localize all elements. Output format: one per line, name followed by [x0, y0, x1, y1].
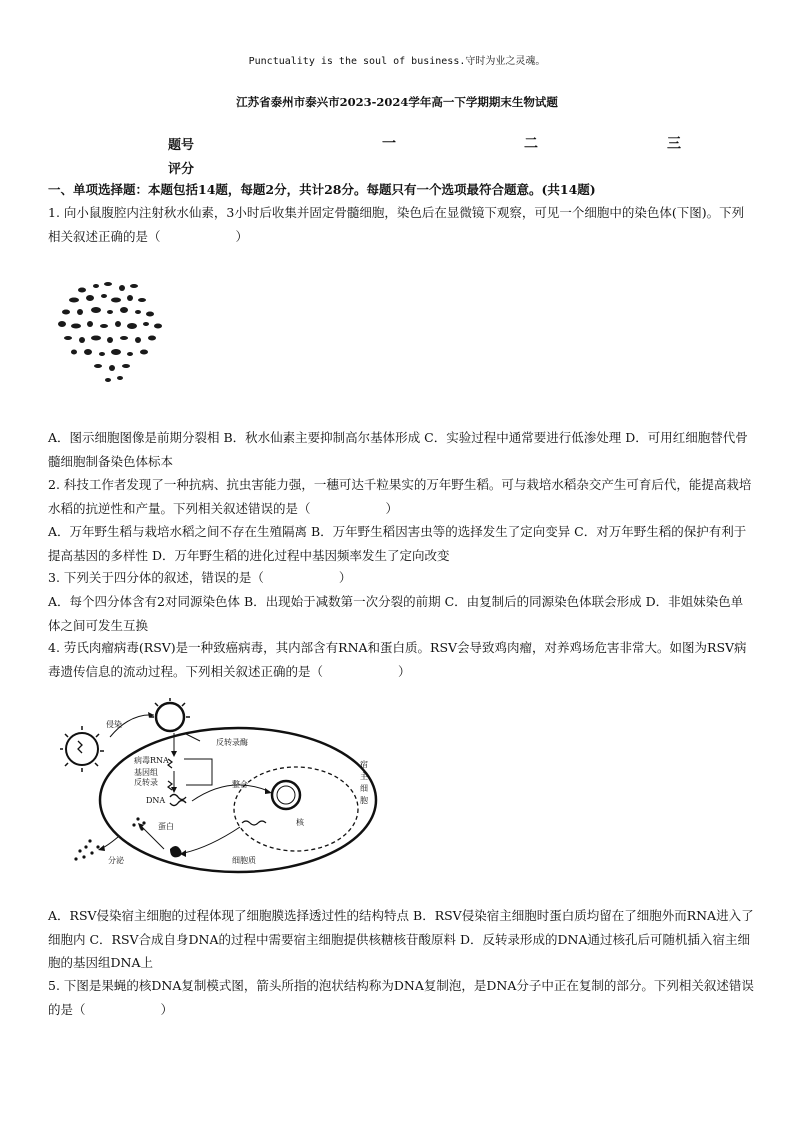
label-secrete: 分泌: [108, 856, 124, 865]
score-col-1: 一: [382, 136, 396, 152]
question-2-options: [48, 520, 754, 567]
label-host-2: 主: [360, 772, 368, 781]
question-3-stem: [48, 566, 754, 590]
label-cytoplasm: 细胞质: [232, 856, 256, 865]
label-integrate: 整合: [232, 780, 248, 789]
question-3-options: [48, 590, 754, 637]
question-4-options: [48, 904, 754, 975]
question-5-stem: [48, 974, 754, 1021]
question-text: 1. 向小鼠腹腔内注射秋水仙素，3小时后收集并固定骨髓细胞，染色后在显微镜下观察，可见一个细胞中的染色体(下图)。下列相关叙述正确的是（ ）: [48, 205, 745, 244]
question-2-stem: [48, 473, 754, 520]
label-host-4: 胞: [360, 796, 368, 805]
section-heading: 一、单项选择题：本题包括14题，每题2分，共计28分。每题只有一个选项最符合题意。(共14题): [48, 182, 596, 197]
label-rt-enzyme: 反转录酶: [216, 738, 248, 747]
question-4-stem: [48, 636, 754, 683]
label-infect: 侵染: [106, 720, 122, 729]
question-options: A．每个四分体含有2对同源染色体 B．出现始于减数第一次分裂的前期 C．由复制后的同源染色体联会形成 D．非姐妹染色单体之间可发生互换: [48, 594, 744, 633]
label-reverse: 反转录: [134, 778, 158, 787]
question-1-options: [48, 426, 754, 473]
score-row-label-score: 评分: [168, 162, 195, 177]
question-options: A．RSV侵染宿主细胞的过程体现了细胞膜选择透过性的结构特点 B．RSV侵染宿主细胞时蛋白质均留在了细胞外而RNA进入了细胞内 C．RSV合成自身DNA的过程中需要宿主细胞提供核糖核苷酸原料 D．反转录形成的DNA通过核孔后可随机插入宿主细胞的基因组DNA上: [48, 908, 754, 970]
label-genome: 基因组: [134, 768, 158, 777]
question-1-stem: [48, 201, 754, 248]
rsv-life-cycle-figure: [60, 697, 380, 882]
score-col-3: 三: [667, 136, 681, 152]
question-options: A．万年野生稻与栽培水稻之间不存在生殖隔离 B．万年野生稻因害虫等的选择发生了定向变异 C．对万年野生稻的保护有利于提高基因的多样性 D．万年野生稻的进化过程中基因频率发生了定向改变: [48, 524, 747, 563]
label-protein: 蛋白: [158, 822, 174, 831]
label-host-3: 细: [360, 784, 368, 793]
question-text: 2. 科技工作者发现了一种抗病、抗虫害能力强，一穗可达千粒果实的万年野生稻。可与栽培水稻杂交产生可育后代，能提高栽培水稻的抗逆性和产量。下列相关叙述错误的是（ ）: [48, 477, 752, 516]
chromosome-figure: [52, 278, 172, 388]
question-text: 4. 劳氏肉瘤病毒(RSV)是一种致癌病毒，其内部含有RNA和蛋白质。RSV会导致鸡肉瘤，对养鸡场危害非常大。如图为RSV病毒遗传信息的流动过程。下列相关叙述正确的是（ ）: [48, 640, 747, 679]
question-options: A．图示细胞图像是前期分裂相 B．秋水仙素主要抑制高尔基体形成 C．实验过程中通常要进行低渗处理 D．可用红细胞替代骨髓细胞制备染色体标本: [48, 430, 748, 469]
header-motto: Punctuality is the soul of business.守时为业之灵魂。: [248, 56, 546, 67]
label-host-1: 宿: [360, 760, 368, 769]
label-dna: DNA: [146, 796, 166, 805]
question-text: 3. 下列关于四分体的叙述，错误的是（ ）: [48, 570, 352, 585]
score-col-2: 二: [524, 136, 538, 152]
score-row-label-number: 题号: [168, 138, 195, 153]
page-title: 江苏省泰州市泰兴市2023-2024学年高一下学期期末生物试题: [236, 95, 558, 109]
label-viral-rna: 病毒RNA: [134, 756, 169, 765]
label-nucleus: 核: [296, 818, 304, 827]
question-text: 5. 下图是果蝇的核DNA复制模式图，箭头所指的泡状结构称为DNA复制泡，是DNA分子中正在复制的部分。下列相关叙述错误的是（ ）: [48, 978, 754, 1017]
